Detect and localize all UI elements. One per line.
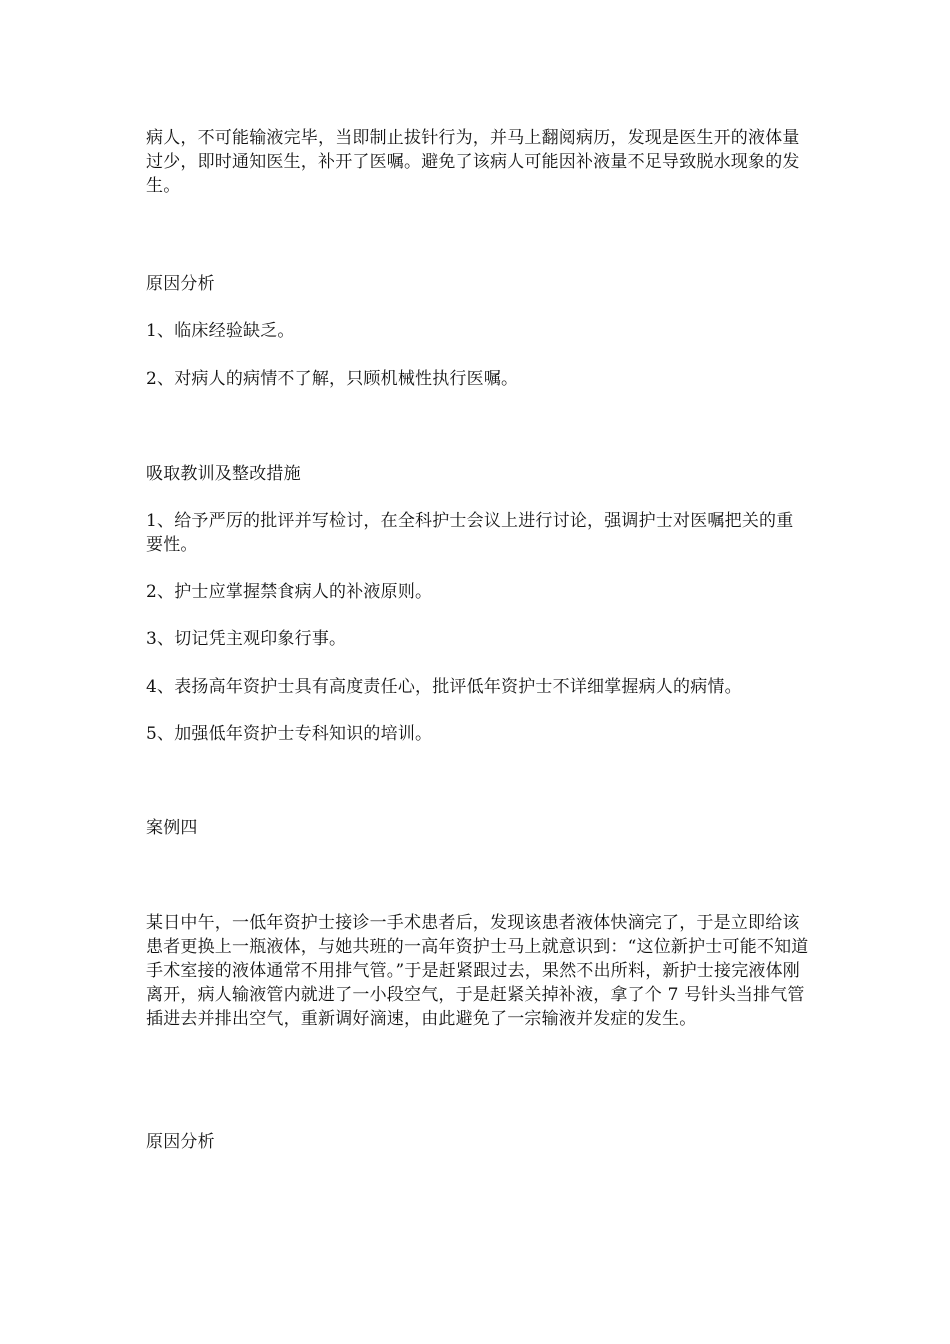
- section-heading-case-four: 案例四: [146, 818, 198, 838]
- list-item: 4、表扬高年资护士具有高度责任心，批评低年资护士不详细掌握病人的病情。: [146, 677, 742, 697]
- section-heading-cause-analysis: 原因分析: [146, 274, 215, 294]
- list-item: 3、切记凭主观印象行事。: [146, 629, 347, 649]
- section-heading-lessons-measures: 吸取教训及整改措施: [146, 464, 301, 484]
- intro-paragraph: 病人，不可能输液完毕，当即制止拔针行为，并马上翻阅病历，发现是医生开的液体量过少，即时通知医生，补开了医嘱。避免了该病人可能因补液量不足导致脱水现象的发生。: [146, 128, 800, 196]
- list-item: 2、对病人的病情不了解，只顾机械性执行医嘱。: [146, 369, 519, 389]
- list-item: 2、护士应掌握禁食病人的补液原则。: [146, 582, 433, 602]
- case-four-paragraph: 某日中午，一低年资护士接诊一手术患者后，发现该患者液体快滴完了，于是立即给该患者更换上一瓶液体，与她共班的一高年资护士马上就意识到：“这位新护士可能不知道手术室接的液体通常不用排气管。”于是赶紧跟过去，果然不出所料，新护士接完液体刚离开，病人输液管内就进了一小段空气，于是赶紧关掉补液，拿了个 7 号针头当排气管插进去并排出空气，重新调好滴速，由此避免了一宗输液并发症的发生。: [146, 913, 809, 1029]
- list-item: 1、临床经验缺乏。: [146, 321, 295, 341]
- section-heading-cause-analysis-2: 原因分析: [146, 1132, 215, 1152]
- list-item: 1、给予严厉的批评并写检讨，在全科护士会议上进行讨论，强调护士对医嘱把关的重要性。: [146, 511, 794, 555]
- list-item: 5、加强低年资护士专科知识的培训。: [146, 724, 433, 744]
